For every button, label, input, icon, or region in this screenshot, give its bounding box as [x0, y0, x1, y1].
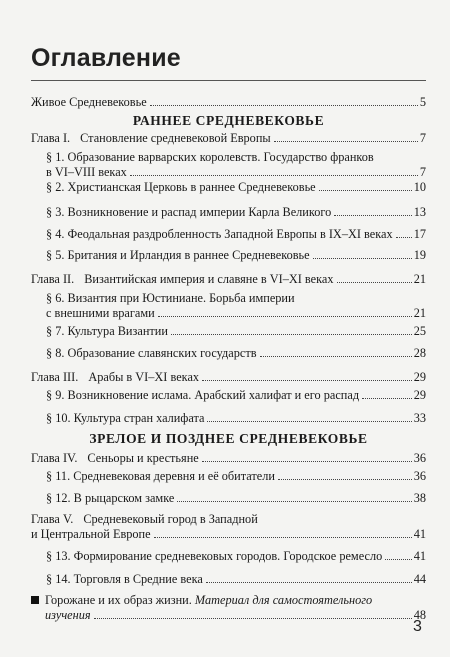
toc-paragraph-11[interactable]: § 11. Средневековая деревня и её обитатели 36 — [46, 469, 426, 483]
toc-chapter-1[interactable]: Глава I. Становление средневековой Европы 7 — [31, 131, 426, 145]
toc-paragraph-14[interactable]: § 14. Торговля в Средние века 44 — [46, 572, 426, 586]
toc-paragraph-10[interactable]: § 10. Культура стран халифата 33 — [46, 411, 426, 425]
toc-chapter-5[interactable]: Глава V. Средневековый город в Западной и Центральной Европе 41 — [31, 512, 426, 541]
section-heading-late: ЗРЕЛОЕ И ПОЗДНЕЕ СРЕДНЕВЕКОВЬЕ — [89, 431, 368, 446]
page-number: 3 — [413, 618, 422, 635]
toc-paragraph-6[interactable]: § 6. Византия при Юстиниане. Борьба империи с внешними врагами 21 — [46, 291, 426, 320]
toc-paragraph-8[interactable]: § 8. Образование славянских государств 28 — [46, 346, 426, 360]
toc-paragraph-7[interactable]: § 7. Культура Византии 25 — [46, 324, 426, 338]
toc-paragraph-9[interactable]: § 9. Возникновение ислама. Арабский халифат и его распад 29 — [46, 388, 426, 402]
toc-paragraph-13[interactable]: § 13. Формирование средневековых городов. Городское ремесло 41 — [46, 549, 426, 563]
toc-self-study[interactable]: Горожане и их образ жизни. Материал для самостоятельного изучения 48 — [31, 593, 426, 623]
page-title: Оглавление — [31, 44, 181, 72]
toc-paragraph-5[interactable]: § 5. Британия и Ирландия в раннее Средневековье 19 — [46, 248, 426, 262]
bullet-square-icon — [31, 596, 39, 604]
toc-chapter-2[interactable]: Глава II. Византийская империя и славяне в VI–XI веках 21 — [31, 272, 426, 286]
toc-chapter-4[interactable]: Глава IV. Сеньоры и крестьяне 36 — [31, 451, 426, 465]
toc-paragraph-2[interactable]: § 2. Христианская Церковь в раннее Средневековье 10 — [46, 180, 426, 194]
title-rule — [31, 80, 426, 81]
toc-paragraph-3[interactable]: § 3. Возникновение и распад империи Карла Великого 13 — [46, 205, 426, 219]
toc-chapter-3[interactable]: Глава III. Арабы в VI–XI веках 29 — [31, 370, 426, 384]
toc-paragraph-12[interactable]: § 12. В рыцарском замке 38 — [46, 491, 426, 505]
toc-paragraph-4[interactable]: § 4. Феодальная раздробленность Западной Европы в IX–XI веках 17 — [46, 227, 426, 241]
toc-paragraph-1[interactable]: § 1. Образование варварских королевств. Государство франков в VI–VIII веках 7 — [46, 150, 426, 179]
section-heading-early: РАННЕЕ СРЕДНЕВЕКОВЬЕ — [132, 113, 325, 128]
toc-entry-intro[interactable]: Живое Средневековье 5 — [31, 95, 426, 109]
